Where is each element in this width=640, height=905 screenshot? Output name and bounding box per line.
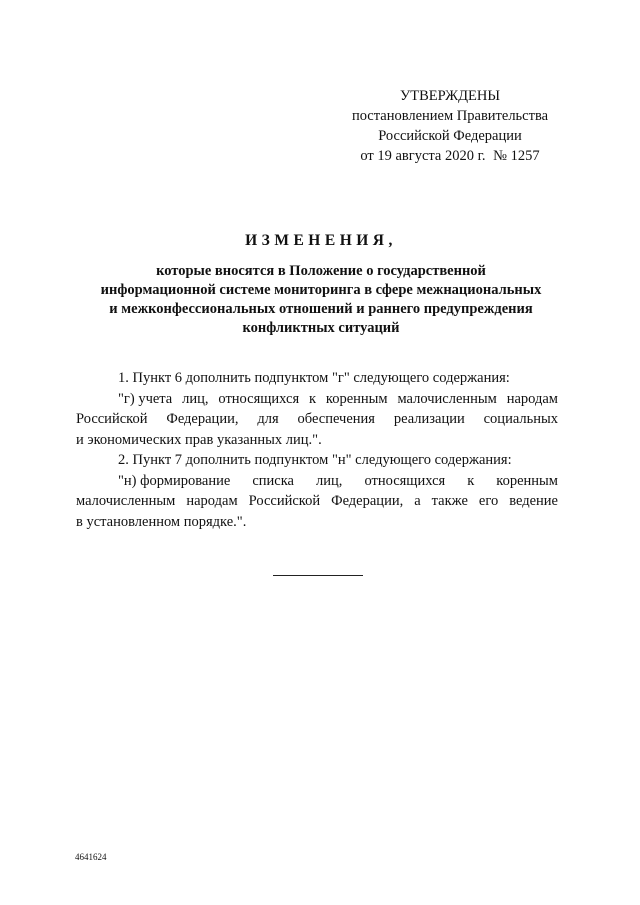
- word: а: [414, 493, 421, 509]
- item-2-quote-line: [76, 491, 558, 512]
- approval-title: УТВЕРЖДЕНЫ: [399, 88, 501, 104]
- word: "г) учета: [118, 390, 173, 407]
- approval-date: от 19 августа 2020 г.: [360, 148, 486, 164]
- word: народам: [506, 390, 558, 407]
- word: Российской: [248, 493, 321, 509]
- word: коренным: [325, 390, 388, 407]
- item-2-quote-line: в установленном порядке.".: [76, 513, 247, 530]
- document-code: 4641624: [75, 852, 107, 862]
- word: относящихся: [218, 390, 300, 407]
- word: также: [431, 493, 468, 509]
- item-1: 1. Пункт 6 дополнить подпунктом "г" следующего содержания:: [118, 370, 510, 386]
- word: обеспечения: [297, 411, 375, 427]
- closing-divider: [273, 575, 363, 576]
- document-body: [76, 368, 558, 532]
- word: народам: [186, 493, 238, 509]
- approval-block: [330, 86, 570, 166]
- word: ведение: [509, 493, 558, 509]
- word: к: [309, 390, 317, 407]
- document-title: ИЗМЕНЕНИЯ,: [245, 232, 397, 249]
- approval-date-number: [330, 146, 570, 166]
- word: коренным: [496, 472, 558, 489]
- word: социальных: [483, 411, 558, 427]
- word: лиц,: [316, 472, 343, 489]
- subtitle-line: и межконфессиональных отношений и раннего предупреждения: [109, 301, 533, 317]
- document-subtitle: [60, 262, 582, 338]
- approval-number: 1257: [510, 148, 540, 164]
- word: к: [467, 472, 475, 489]
- word: лиц,: [182, 390, 209, 407]
- item-2: 2. Пункт 7 дополнить подпунктом "н" следующего содержания:: [118, 452, 512, 468]
- word: "н) формирование: [118, 472, 231, 489]
- approval-decree: постановлением Правительства: [351, 108, 549, 124]
- word: Федерации,: [166, 411, 239, 427]
- word: малочисленным: [76, 493, 176, 509]
- word: его: [478, 493, 499, 509]
- item-1-quote-line: [76, 409, 558, 430]
- subtitle-line: конфликтных ситуаций: [242, 320, 400, 336]
- approval-authority: Российской Федерации: [378, 128, 522, 144]
- word: реализации: [393, 411, 465, 427]
- document-heading: [60, 232, 582, 338]
- item-1-quote-line: и экономических прав указанных лиц.".: [76, 431, 322, 448]
- subtitle-line: которые вносятся в Положение о государственной: [156, 263, 486, 279]
- word: малочисленным: [397, 390, 497, 407]
- item-2-quote-line: [76, 471, 558, 492]
- word: Федерации,: [331, 493, 404, 509]
- item-1-quote-line: [76, 389, 558, 410]
- word: Российской: [76, 411, 148, 427]
- subtitle-line: информационной системе мониторинга в сфере межнациональных: [100, 282, 542, 298]
- word: для: [257, 411, 279, 427]
- word: относящихся: [364, 472, 446, 489]
- word: списка: [252, 472, 294, 489]
- number-sign: №: [493, 148, 508, 164]
